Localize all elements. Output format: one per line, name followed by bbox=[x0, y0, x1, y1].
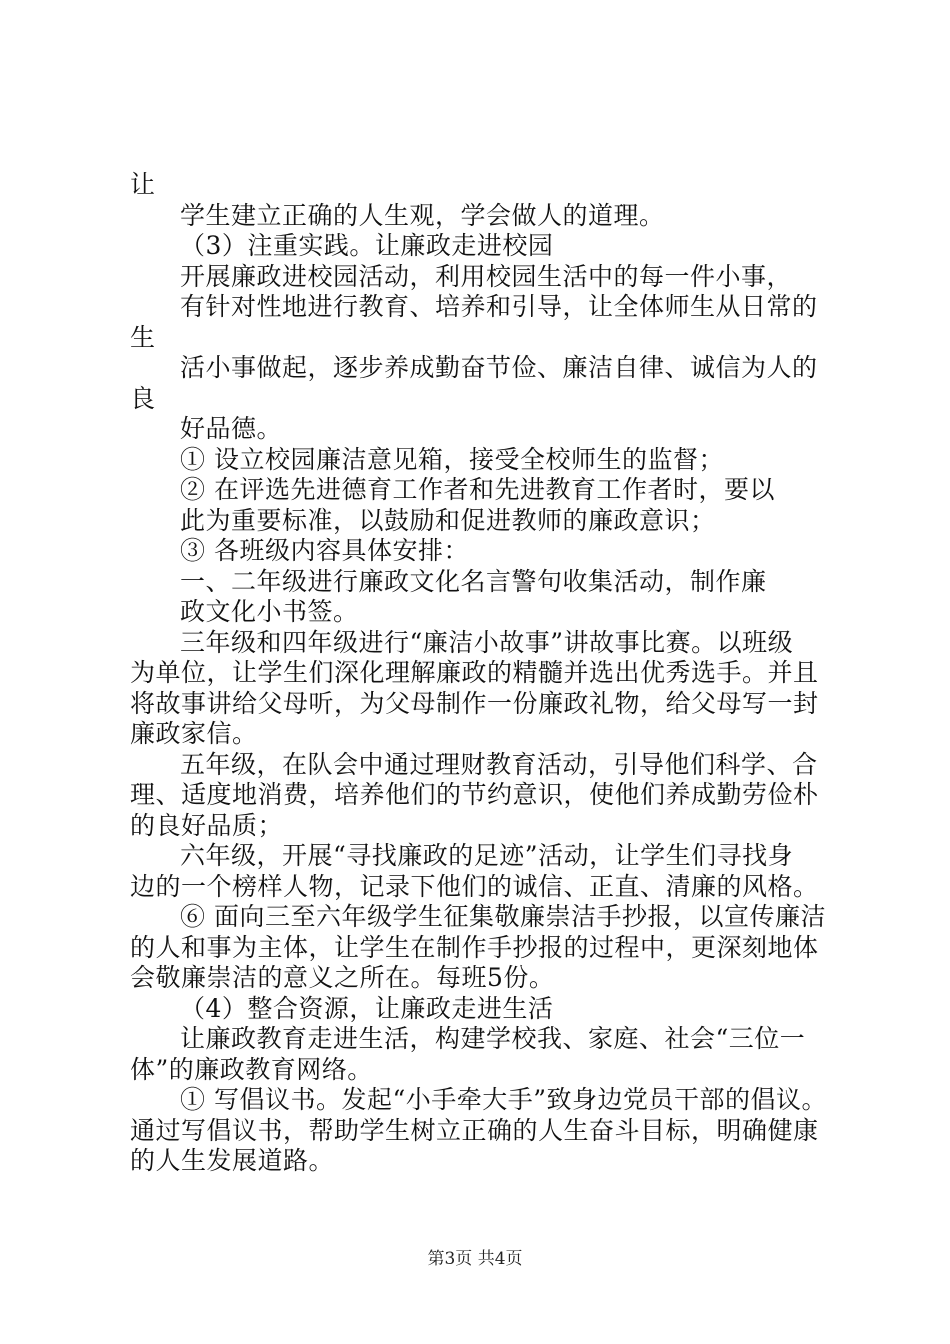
text-line: 廉政家信。 bbox=[130, 719, 258, 748]
text-line: 理、适度地消费，培养他们的节约意识，使他们养成勤劳俭朴 bbox=[130, 780, 819, 809]
text-line: （4）整合资源，让廉政走进生活 bbox=[180, 993, 554, 1023]
text-line: 为单位，让学生们深化理解廉政的精髓并选出优秀选手。并且 bbox=[130, 658, 819, 687]
text-line: 六年级，开展“寻找廉政的足迹”活动，让学生们寻找身 bbox=[180, 841, 794, 870]
text-line: ③ 各班级内容具体安排： bbox=[180, 536, 469, 565]
text-line: 将故事讲给父母听，为父母制作一份廉政礼物，给父母写一封 bbox=[130, 688, 819, 718]
text-line: 生 bbox=[130, 322, 156, 352]
text-line: 的良好品质； bbox=[130, 810, 284, 840]
text-line: ① 写倡议书。发起“小手牵大手”致身边党员干部的倡议。 bbox=[180, 1085, 828, 1114]
text-line: 三年级和四年级进行“廉洁小故事”讲故事比赛。以班级 bbox=[180, 627, 794, 657]
text-line: 五年级，在队会中通过理财教育活动，引导他们科学、合 bbox=[180, 749, 818, 779]
text-line: ⑥ 面向三至六年级学生征集敬廉崇洁手抄报，以宣传廉洁 bbox=[180, 902, 826, 931]
text-line: ② 在评选先进德育工作者和先进教育工作者时，要以 bbox=[180, 475, 775, 504]
text-line: 政文化小书签。 bbox=[180, 597, 359, 626]
text-line: 良 bbox=[130, 383, 156, 413]
text-line: 会敬廉崇洁的意义之所在。每班5份。 bbox=[130, 963, 555, 992]
text-line: 通过写倡议书，帮助学生树立正确的人生奋斗目标，明确健康 bbox=[130, 1115, 819, 1145]
text-line: （3）注重实践。让廉政走进校园 bbox=[180, 231, 554, 260]
text-line: 边的一个榜样人物，记录下他们的诚信、正直、清廉的风格。 bbox=[130, 871, 819, 901]
text-line: 体”的廉政教育网络。 bbox=[130, 1054, 373, 1084]
text-line: 有针对性地进行教育、培养和引导，让全体师生从日常的 bbox=[180, 292, 818, 321]
text-line: 开展廉政进校园活动，利用校园生活中的每一件小事， bbox=[180, 261, 793, 291]
text-line: 好品德。 bbox=[180, 414, 283, 443]
text-line: 的人生发展道路。 bbox=[130, 1146, 335, 1175]
text-line: 让廉政教育走进生活，构建学校我、家庭、社会“三位一 bbox=[180, 1024, 806, 1053]
text-line: ① 设立校园廉洁意见箱，接受全校师生的监督； bbox=[180, 444, 724, 474]
document-body bbox=[130, 170, 850, 1177]
text-line: 一、二年级进行廉政文化名言警句收集活动，制作廉 bbox=[180, 566, 767, 596]
text-line: 活小事做起，逐步养成勤奋节俭、廉洁自律、诚信为人的 bbox=[180, 353, 818, 382]
page-footer: 第3页 共4页 bbox=[427, 1249, 523, 1269]
text-line: 让 bbox=[130, 170, 156, 199]
text-line: 的人和事为主体，让学生在制作手抄报的过程中，更深刻地体 bbox=[130, 932, 819, 962]
text-line: 此为重要标准，以鼓励和促进教师的廉政意识； bbox=[180, 505, 716, 535]
text-line: 学生建立正确的人生观，学会做人的道理。 bbox=[180, 200, 665, 230]
